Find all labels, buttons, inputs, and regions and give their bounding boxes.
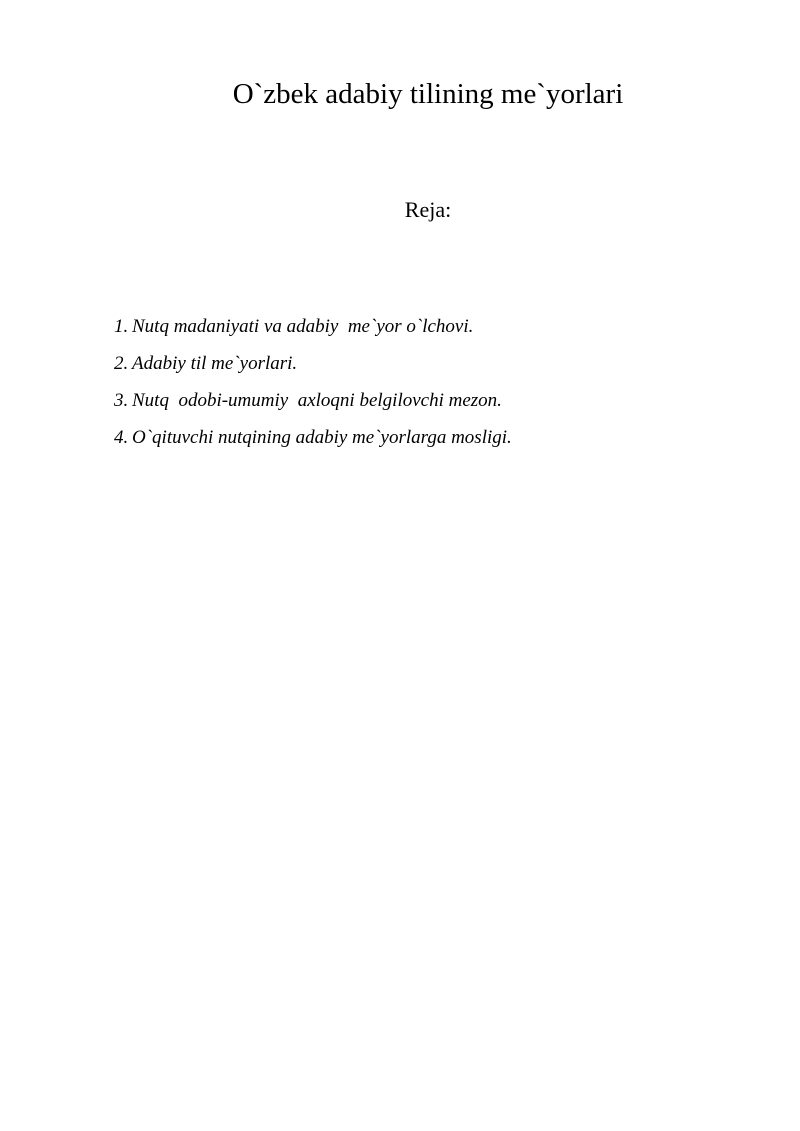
plan-item-number: 1. xyxy=(114,316,129,337)
plan-item-number: 4. xyxy=(114,427,129,448)
plan-item xyxy=(114,315,512,352)
plan-item-text: Adabiy til me`yorlari. xyxy=(132,353,298,374)
plan-item xyxy=(114,352,512,389)
plan-item xyxy=(114,389,512,426)
plan-item-text: Nutq odobi-umumiy axloqni belgilovchi mezon. xyxy=(132,390,502,411)
plan-item-text: O`qituvchi nutqining adabiy me`yorlarga mosligi. xyxy=(132,427,512,448)
plan-item-text: Nutq madaniyati va adabiy me`yor o`lchovi. xyxy=(132,316,474,337)
plan-heading: Reja: xyxy=(404,197,452,222)
document-title: O`zbek adabiy tilining me`yorlari xyxy=(232,78,624,110)
plan-item-number: 3. xyxy=(114,390,129,411)
plan-item xyxy=(114,426,512,463)
plan-list xyxy=(114,315,512,463)
plan-item-number: 2. xyxy=(114,353,129,374)
